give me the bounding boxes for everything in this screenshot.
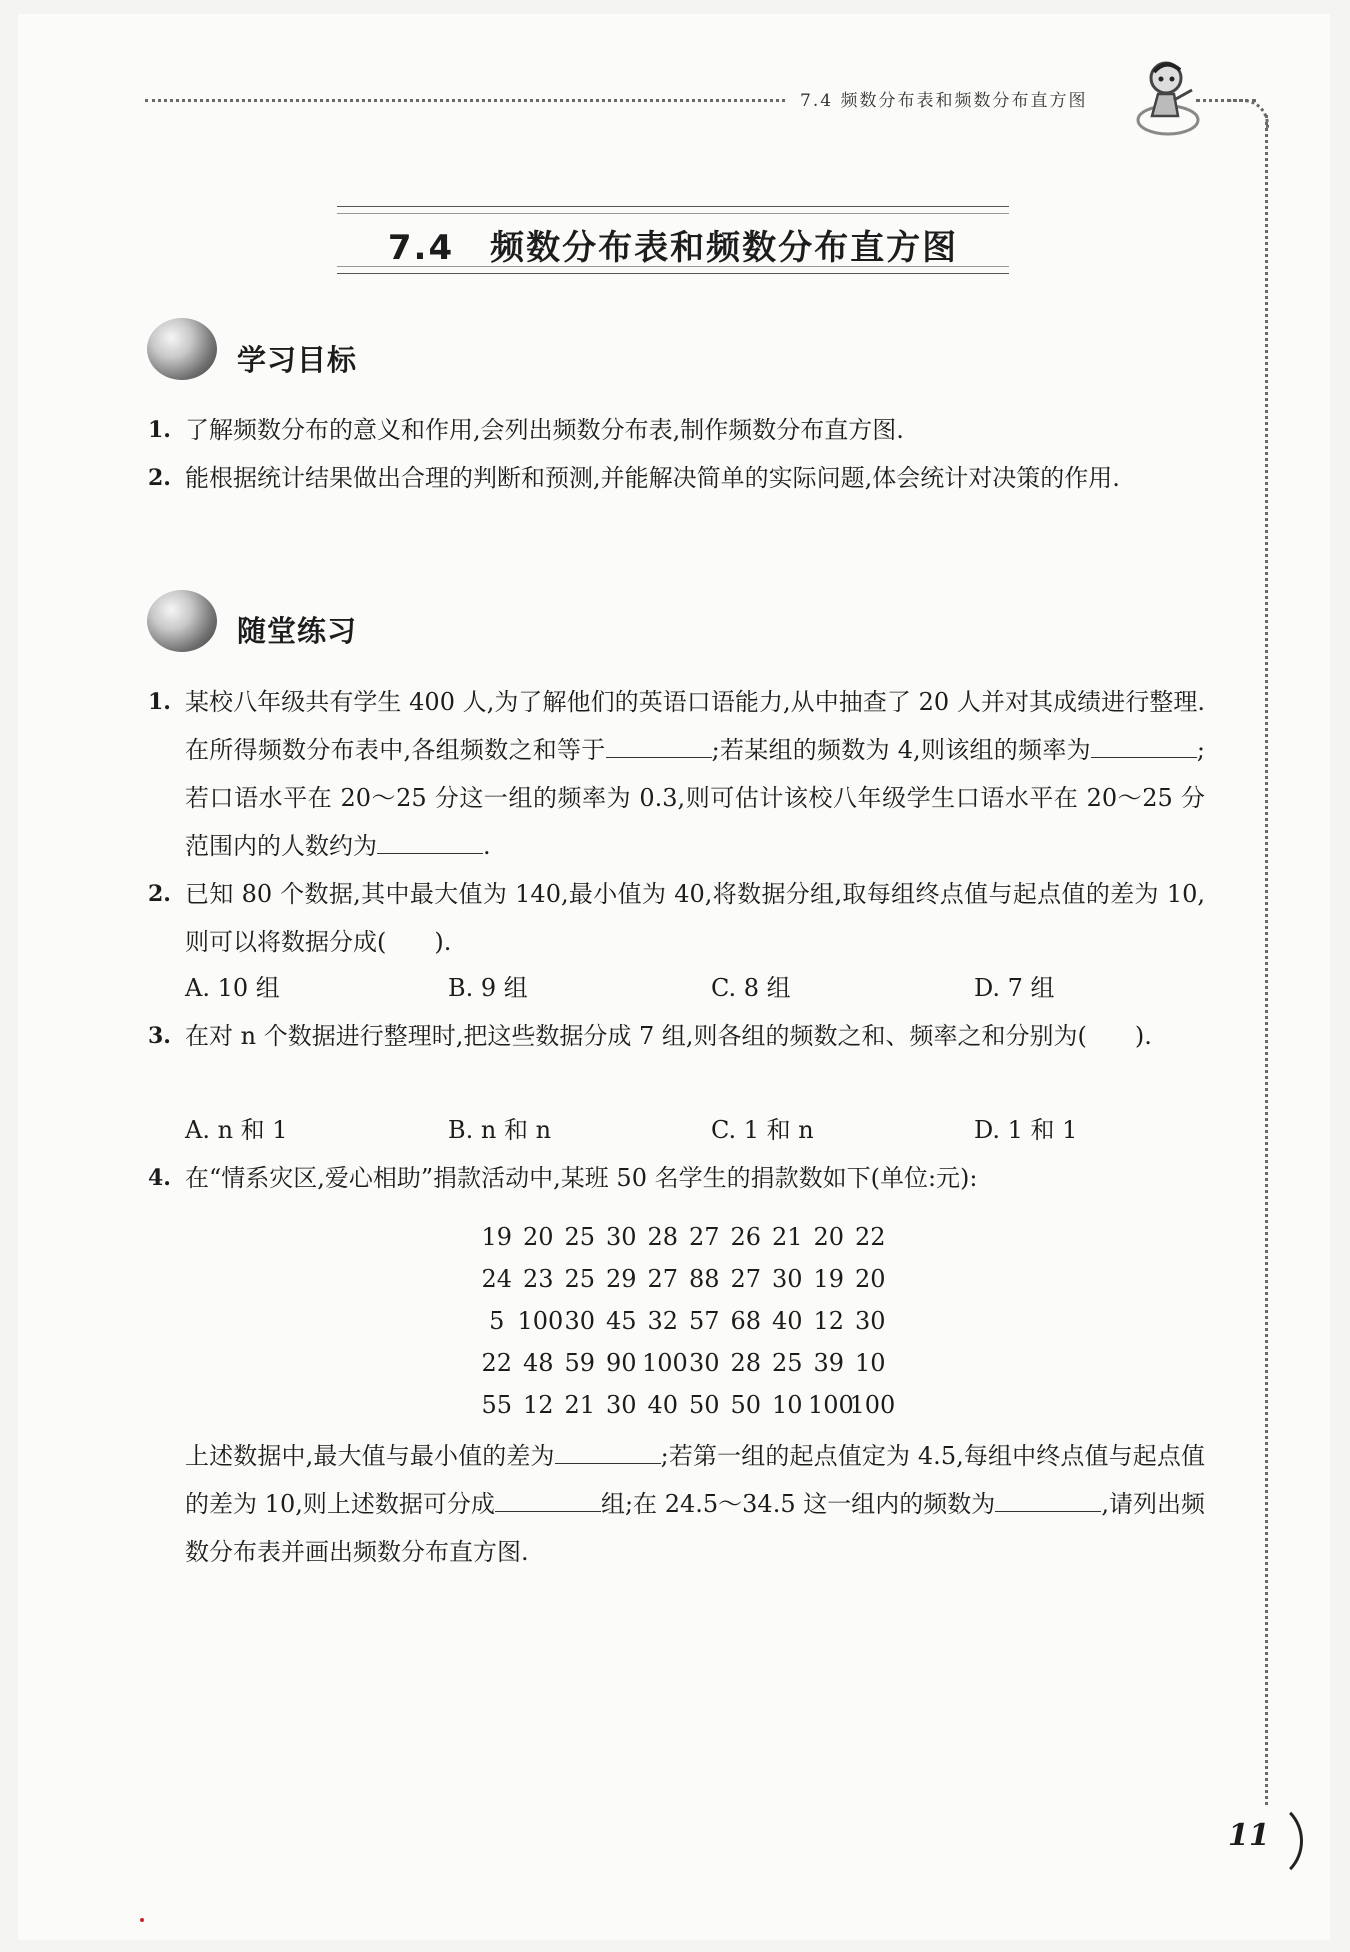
data-cell: 28 [730,1349,762,1377]
data-cell: 40 [647,1391,679,1419]
data-cell: 57 [688,1307,720,1335]
goal-number: 1. [148,417,171,443]
data-cell: 59 [564,1349,596,1377]
page-number: 11 [1228,1818,1270,1853]
goal-item: 了解频数分布的意义和作用,会列出频数分布表,制作频数分布直方图. [185,416,904,444]
data-cell: 27 [730,1265,762,1293]
question-3-text: 在对 n 个数据进行整理时,把这些数据分成 7 组,则各组的频数之和、频率之和分别为( ). [185,1022,1152,1050]
data-cell: 23 [522,1265,554,1293]
chapter-title [337,220,1009,269]
section-ball-icon [147,590,217,652]
data-cell: 32 [647,1307,679,1335]
data-cell: 30 [688,1349,720,1377]
data-cell: 30 [564,1307,596,1335]
data-cell: 21 [771,1223,803,1251]
donation-data-table [476,1216,896,1426]
answer-blank[interactable] [495,1483,601,1512]
data-row [476,1300,891,1342]
question-4-follow-up: 上述数据中,最大值与最小值的差为 ;若第一组的起点值定为 4.5,每组中终点值与起点值的差为 10,则上述数据可分成 组;在 24.5～34.5 这一组内的频数为 ,请列出频数分布表并画出频数分布直方图. [185,1432,1205,1576]
data-cell: 68 [730,1307,762,1335]
answer-blank[interactable] [606,729,712,758]
data-cell: 30 [854,1307,886,1335]
goal-item: 能根据统计结果做出合理的判断和预测,并能解决简单的实际问题,体会统计对决策的作用. [185,464,1120,492]
data-cell: 25 [771,1349,803,1377]
option-a[interactable]: A. n 和 1 [185,1116,288,1144]
data-cell: 5 [489,1307,505,1335]
question-number: 1. [148,689,171,715]
option-b[interactable]: B. n 和 n [448,1116,552,1144]
data-cell: 27 [688,1223,720,1251]
question-4-text: 在“情系灾区,爱心相助”捐款活动中,某班 50 名学生的捐款数如下(单位:元): [185,1164,978,1192]
section-ball-icon [147,318,217,380]
data-cell: 100 [642,1349,688,1377]
data-cell: 21 [564,1391,596,1419]
question-number: 2. [148,881,171,907]
option-a[interactable]: A. 10 组 [185,974,280,1002]
data-cell: 30 [605,1223,637,1251]
data-cell: 19 [813,1265,845,1293]
data-cell: 25 [564,1223,596,1251]
data-cell: 10 [771,1391,803,1419]
question-1-text: 某校八年级共有学生 400 人,为了解他们的英语口语能力,从中抽查了 20 人并对其成绩进行整理. 在所得频数分布表中,各组频数之和等于 ;若某组的频数为 4,则该组的频率为 ;若口语水平在 20～25 分这一组的频率为 0.3,则可估计该校八年级学生口语水平在 20～25 分范围内的人数约为 . [185,688,1205,860]
data-cell: 22 [481,1349,513,1377]
mascot-icon [1132,50,1202,140]
data-cell: 20 [522,1223,554,1251]
data-row [476,1216,891,1258]
data-cell: 30 [771,1265,803,1293]
data-cell: 40 [771,1307,803,1335]
data-cell: 50 [730,1391,762,1419]
answer-blank[interactable] [377,825,483,854]
answer-blank[interactable] [555,1435,661,1464]
option-c[interactable]: C. 1 和 n [711,1116,814,1144]
data-cell: 22 [854,1223,886,1251]
data-row [476,1384,896,1426]
data-cell: 90 [605,1349,637,1377]
answer-blank[interactable] [995,1483,1101,1512]
data-row [476,1342,891,1384]
data-cell: 12 [813,1307,845,1335]
data-cell: 19 [481,1223,513,1251]
margin-rule [1265,115,1268,1805]
speck [140,1918,144,1922]
chapter-title-text: 频数分布表和频数分布直方图 [490,228,959,268]
data-cell: 100 [517,1307,564,1335]
data-row [476,1258,891,1300]
answer-blank[interactable] [1091,729,1197,758]
option-d[interactable]: D. 7 组 [974,974,1055,1002]
data-cell: 25 [564,1265,596,1293]
section-title-goals: 学习目标 [237,343,358,377]
data-cell: 29 [605,1265,637,1293]
chapter-number: 7.4 [387,228,455,268]
data-cell: 45 [605,1307,637,1335]
question-2-text: 已知 80 个数据,其中最大值为 140,最小值为 40,将数据分组,取每组终点值与起点值的差为 10,则可以将数据分成( ). [185,880,1205,956]
option-c[interactable]: C. 8 组 [711,974,791,1002]
question-number: 3. [148,1023,171,1049]
data-cell: 10 [854,1349,886,1377]
data-cell: 100 [808,1391,854,1419]
running-title: 7.4 频数分布表和频数分布直方图 [800,91,1088,111]
header-rule [145,99,785,102]
section-title-practice: 随堂练习 [237,614,358,648]
data-cell: 39 [813,1349,845,1377]
data-cell: 88 [688,1265,720,1293]
data-cell: 100 [849,1391,896,1419]
data-cell: 24 [481,1265,513,1293]
option-b[interactable]: B. 9 组 [448,974,528,1002]
data-cell: 55 [481,1391,513,1419]
data-cell: 20 [854,1265,886,1293]
data-cell: 50 [688,1391,720,1419]
data-cell: 26 [730,1223,762,1251]
question-number: 4. [148,1165,171,1191]
data-cell: 48 [522,1349,554,1377]
data-cell: 20 [813,1223,845,1251]
data-cell: 12 [522,1391,554,1419]
chapter-title-box [337,206,1009,274]
option-d[interactable]: D. 1 和 1 [974,1116,1078,1144]
data-cell: 28 [647,1223,679,1251]
data-cell: 30 [605,1391,637,1419]
data-cell: 27 [647,1265,679,1293]
goal-number: 2. [148,465,171,491]
